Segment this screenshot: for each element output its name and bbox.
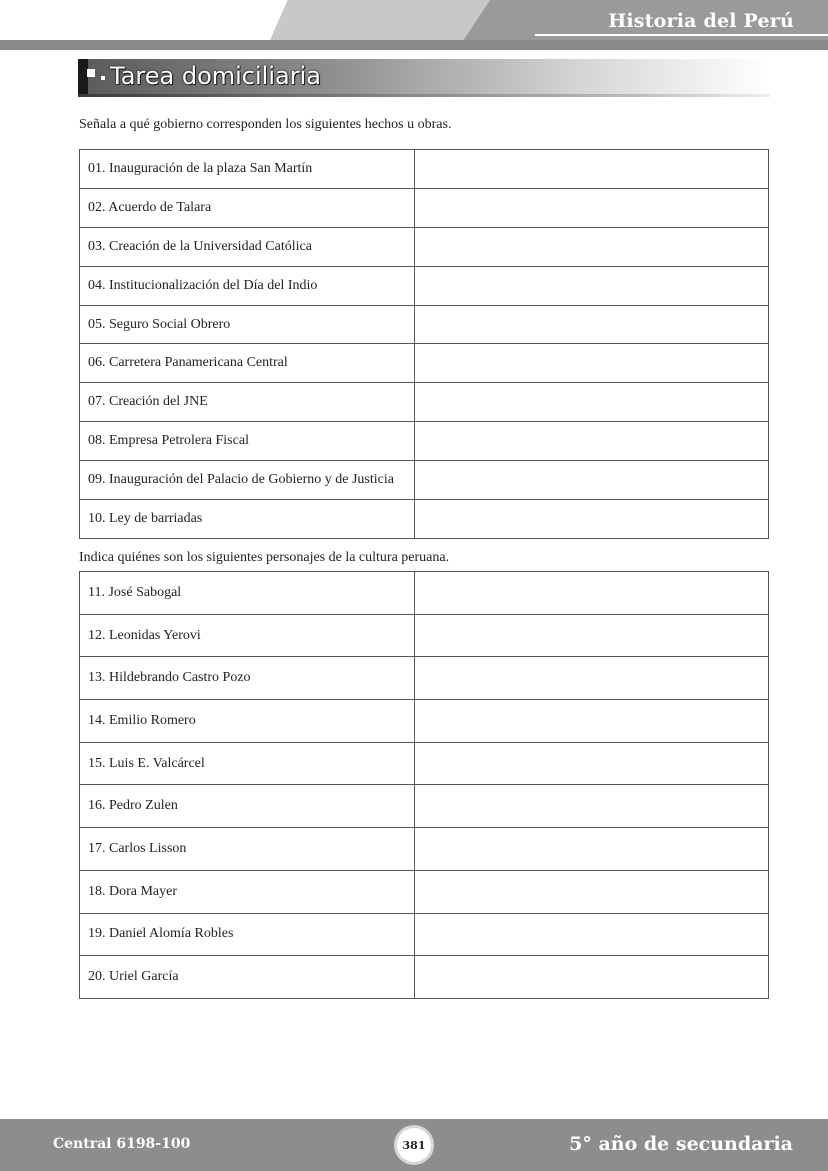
table-row — [80, 614, 769, 657]
question-table-1 — [79, 149, 769, 539]
question-cell: 03. Creación de la Universidad Católica — [80, 227, 415, 266]
question-cell: 10. Ley de barriadas — [80, 500, 415, 539]
instruction-2: Indica quiénes son los siguientes personajes de la cultura peruana. — [79, 550, 450, 565]
question-cell: 06. Carretera Panamericana Central — [80, 344, 415, 383]
footer-phone: Central 6198-100 — [53, 1136, 191, 1152]
answer-cell[interactable] — [415, 344, 769, 383]
question-cell: 17. Carlos Lisson — [80, 828, 415, 871]
question-cell: 14. Emilio Romero — [80, 700, 415, 743]
answer-cell[interactable] — [415, 614, 769, 657]
table-row — [80, 227, 769, 266]
question-cell: 09. Inauguración del Palacio de Gobierno y de Justicia — [80, 461, 415, 500]
question-cell: 08. Empresa Petrolera Fiscal — [80, 422, 415, 461]
answer-cell[interactable] — [415, 227, 769, 266]
table-row — [80, 188, 769, 227]
page-footer — [0, 1119, 828, 1171]
answer-cell[interactable] — [415, 870, 769, 913]
question-cell: 19. Daniel Alomía Robles — [80, 913, 415, 956]
answer-cell[interactable] — [415, 828, 769, 871]
table-row — [80, 828, 769, 871]
page-number: 381 — [394, 1125, 434, 1165]
answer-cell[interactable] — [415, 266, 769, 305]
banner-dot-icon — [101, 76, 105, 80]
instruction-1: Señala a qué gobierno corresponden los siguientes hechos u obras. — [79, 117, 452, 132]
table-row — [80, 266, 769, 305]
answer-cell[interactable] — [415, 785, 769, 828]
table-row — [80, 572, 769, 615]
table-row — [80, 305, 769, 344]
header-strip — [0, 40, 828, 50]
question-cell: 11. José Sabogal — [80, 572, 415, 615]
question-cell: 13. Hildebrando Castro Pozo — [80, 657, 415, 700]
table-row — [80, 785, 769, 828]
header-rule — [535, 34, 828, 36]
question-cell: 02. Acuerdo de Talara — [80, 188, 415, 227]
table-row — [80, 500, 769, 539]
banner-square-icon — [87, 69, 95, 77]
question-cell: 16. Pedro Zulen — [80, 785, 415, 828]
answer-cell[interactable] — [415, 188, 769, 227]
table-row — [80, 956, 769, 999]
question-cell: 12. Leonidas Yerovi — [80, 614, 415, 657]
question-cell: 18. Dora Mayer — [80, 870, 415, 913]
answer-cell[interactable] — [415, 500, 769, 539]
banner-underline — [78, 94, 770, 97]
banner-title: Tarea domiciliaria — [110, 62, 321, 90]
question-cell: 04. Institucionalización del Día del Indio — [80, 266, 415, 305]
table-row — [80, 657, 769, 700]
answer-cell[interactable] — [415, 913, 769, 956]
answer-cell[interactable] — [415, 742, 769, 785]
answer-cell[interactable] — [415, 657, 769, 700]
question-cell: 15. Luis E. Valcárcel — [80, 742, 415, 785]
table-row — [80, 150, 769, 189]
table-row — [80, 383, 769, 422]
table-row — [80, 461, 769, 500]
section-banner — [78, 59, 770, 97]
answer-cell[interactable] — [415, 383, 769, 422]
question-cell: 07. Creación del JNE — [80, 383, 415, 422]
table-row — [80, 422, 769, 461]
answer-cell[interactable] — [415, 461, 769, 500]
answer-cell[interactable] — [415, 422, 769, 461]
answer-cell[interactable] — [415, 572, 769, 615]
answer-cell[interactable] — [415, 956, 769, 999]
table-row — [80, 344, 769, 383]
table-row — [80, 870, 769, 913]
answer-cell[interactable] — [415, 150, 769, 189]
answer-cell[interactable] — [415, 305, 769, 344]
table-row — [80, 913, 769, 956]
table-row — [80, 742, 769, 785]
header-decoration — [0, 0, 300, 40]
question-table-2 — [79, 571, 769, 999]
footer-grade: 5° año de secundaria — [569, 1133, 793, 1155]
header-decoration — [270, 0, 490, 40]
subject-title: Historia del Perú — [608, 10, 794, 32]
question-cell: 05. Seguro Social Obrero — [80, 305, 415, 344]
page-header — [0, 0, 828, 50]
answer-cell[interactable] — [415, 700, 769, 743]
table-row — [80, 700, 769, 743]
question-cell: 20. Uriel García — [80, 956, 415, 999]
banner-square-icon — [78, 59, 88, 97]
question-cell: 01. Inauguración de la plaza San Martín — [80, 150, 415, 189]
